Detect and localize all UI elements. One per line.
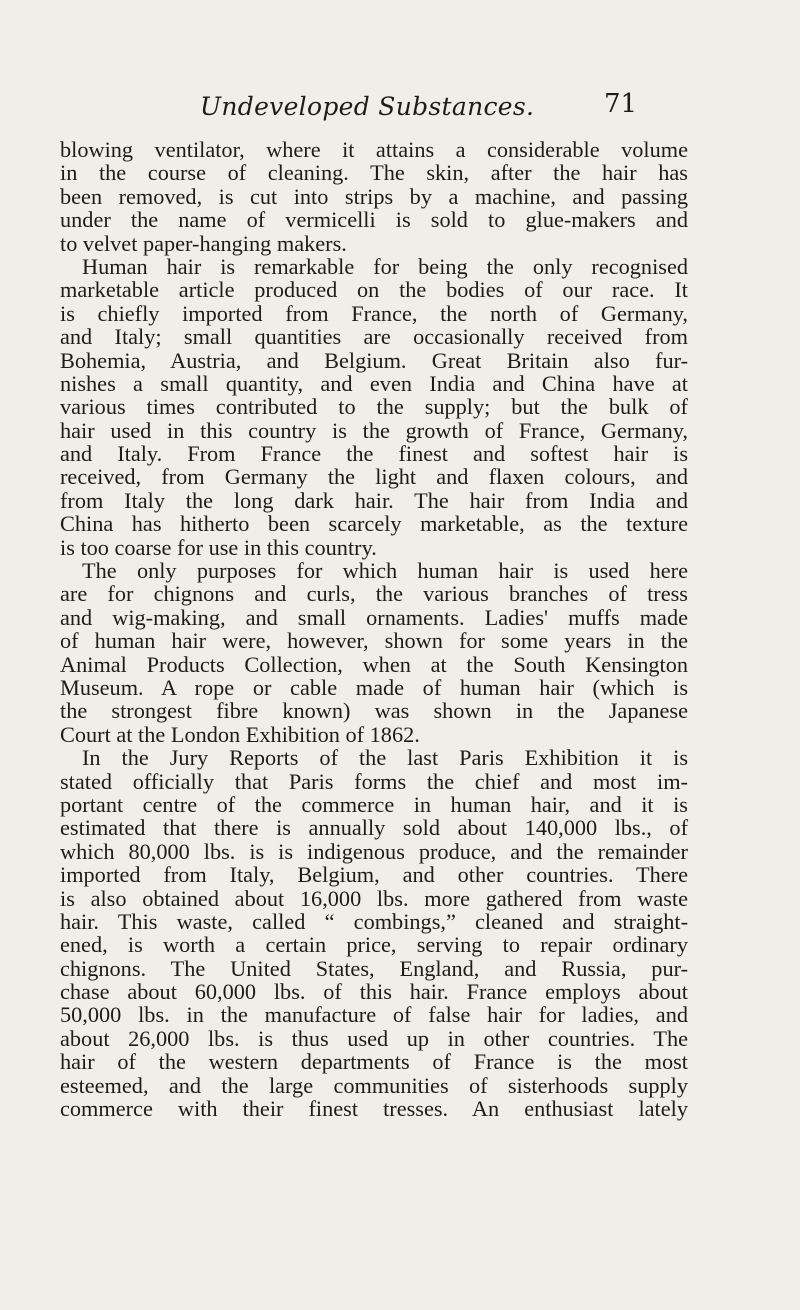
text-line: chase about 60,000 lbs. of this hair. France employs about xyxy=(60,979,688,1005)
text-line: are for chignons and curls, the various branches of tress xyxy=(60,581,688,607)
text-line: In the Jury Reports of the last Paris Exhibition it is xyxy=(82,745,688,771)
text-line: which 80,000 lbs. is is indigenous produce, and the remainder xyxy=(60,838,688,864)
paragraph-purposes xyxy=(60,559,688,746)
page-header xyxy=(200,89,670,132)
text-line: in the course of cleaning. The skin, after the hair has xyxy=(60,160,688,186)
page-number: 71 xyxy=(604,89,638,119)
text-line: been removed, is cut into strips by a machine, and passing xyxy=(60,183,688,209)
text-line: Museum. A rope or cable made of human hair (which is xyxy=(60,674,688,700)
text-line: The only purposes for which human hair is used here xyxy=(82,558,688,584)
text-line: hair of the western departments of France is the most xyxy=(60,1049,688,1075)
text-line: esteemed, and the large communities of sisterhoods supply xyxy=(60,1072,688,1098)
text-line: from Italy the long dark hair. The hair from India and xyxy=(60,487,688,513)
text-line: nishes a small quantity, and even India and China have at xyxy=(60,370,688,396)
text-line: Bohemia, Austria, and Belgium. Great Britain also fur- xyxy=(60,347,688,373)
text-line: is also obtained about 16,000 lbs. more gathered from waste xyxy=(60,885,688,911)
running-title: Undeveloped Substances. xyxy=(200,92,535,121)
text-line: to velvet paper-hanging makers. xyxy=(60,230,347,256)
text-line: chignons. The United States, England, and Russia, pur- xyxy=(60,955,688,981)
text-line: under the name of vermicelli is sold to glue-makers and xyxy=(60,207,688,233)
text-line: blowing ventilator, where it attains a considerable volume xyxy=(60,137,688,162)
text-line: hair used in this country is the growth of France, Germany, xyxy=(60,417,688,443)
paragraph-hair-processing xyxy=(60,138,688,255)
body-text xyxy=(60,138,688,1120)
text-line: and Italy. From France the finest and softest hair is xyxy=(60,441,688,467)
text-line: received, from Germany the light and flaxen colours, and xyxy=(60,464,688,490)
text-line: various times contributed to the supply; but the bulk of xyxy=(60,394,688,420)
paragraph-human-hair xyxy=(60,255,688,559)
paragraph-jury-reports xyxy=(60,746,688,1120)
text-line: of human hair were, however, shown for some years in the xyxy=(60,628,688,654)
text-line: is too coarse for use in this country. xyxy=(60,534,377,560)
text-line: Human hair is remarkable for being the only recognised xyxy=(82,253,688,279)
text-line: and wig-making, and small ornaments. Ladies' muffs made xyxy=(60,604,688,630)
text-line: ened, is worth a certain price, serving to repair ordinary xyxy=(60,932,688,958)
text-line: China has hitherto been scarcely marketable, as the texture xyxy=(60,511,688,537)
text-line: commerce with their finest tresses. An enthusiast lately xyxy=(60,1096,688,1122)
text-line: the strongest fibre known) was shown in the Japanese xyxy=(60,698,688,724)
text-line: is chiefly imported from France, the north of Germany, xyxy=(60,300,688,326)
text-line: and Italy; small quantities are occasionally received from xyxy=(60,324,688,350)
text-line: about 26,000 lbs. is thus used up in other countries. The xyxy=(60,1025,688,1051)
text-line: portant centre of the commerce in human hair, and it is xyxy=(60,791,688,817)
text-line: stated officially that Paris forms the chief and most im- xyxy=(60,768,688,794)
text-line: hair. This waste, called “ combings,” cleaned and straight- xyxy=(60,908,688,934)
text-line: imported from Italy, Belgium, and other countries. There xyxy=(60,862,688,888)
text-line: Animal Products Collection, when at the South Kensington xyxy=(60,651,688,677)
text-line: marketable article produced on the bodies of our race. It xyxy=(60,277,688,303)
text-line: 50,000 lbs. in the manufacture of false hair for ladies, and xyxy=(60,1002,688,1028)
text-line: Court at the London Exhibition of 1862. xyxy=(60,721,420,747)
text-line: estimated that there is annually sold about 140,000 lbs., of xyxy=(60,815,688,841)
